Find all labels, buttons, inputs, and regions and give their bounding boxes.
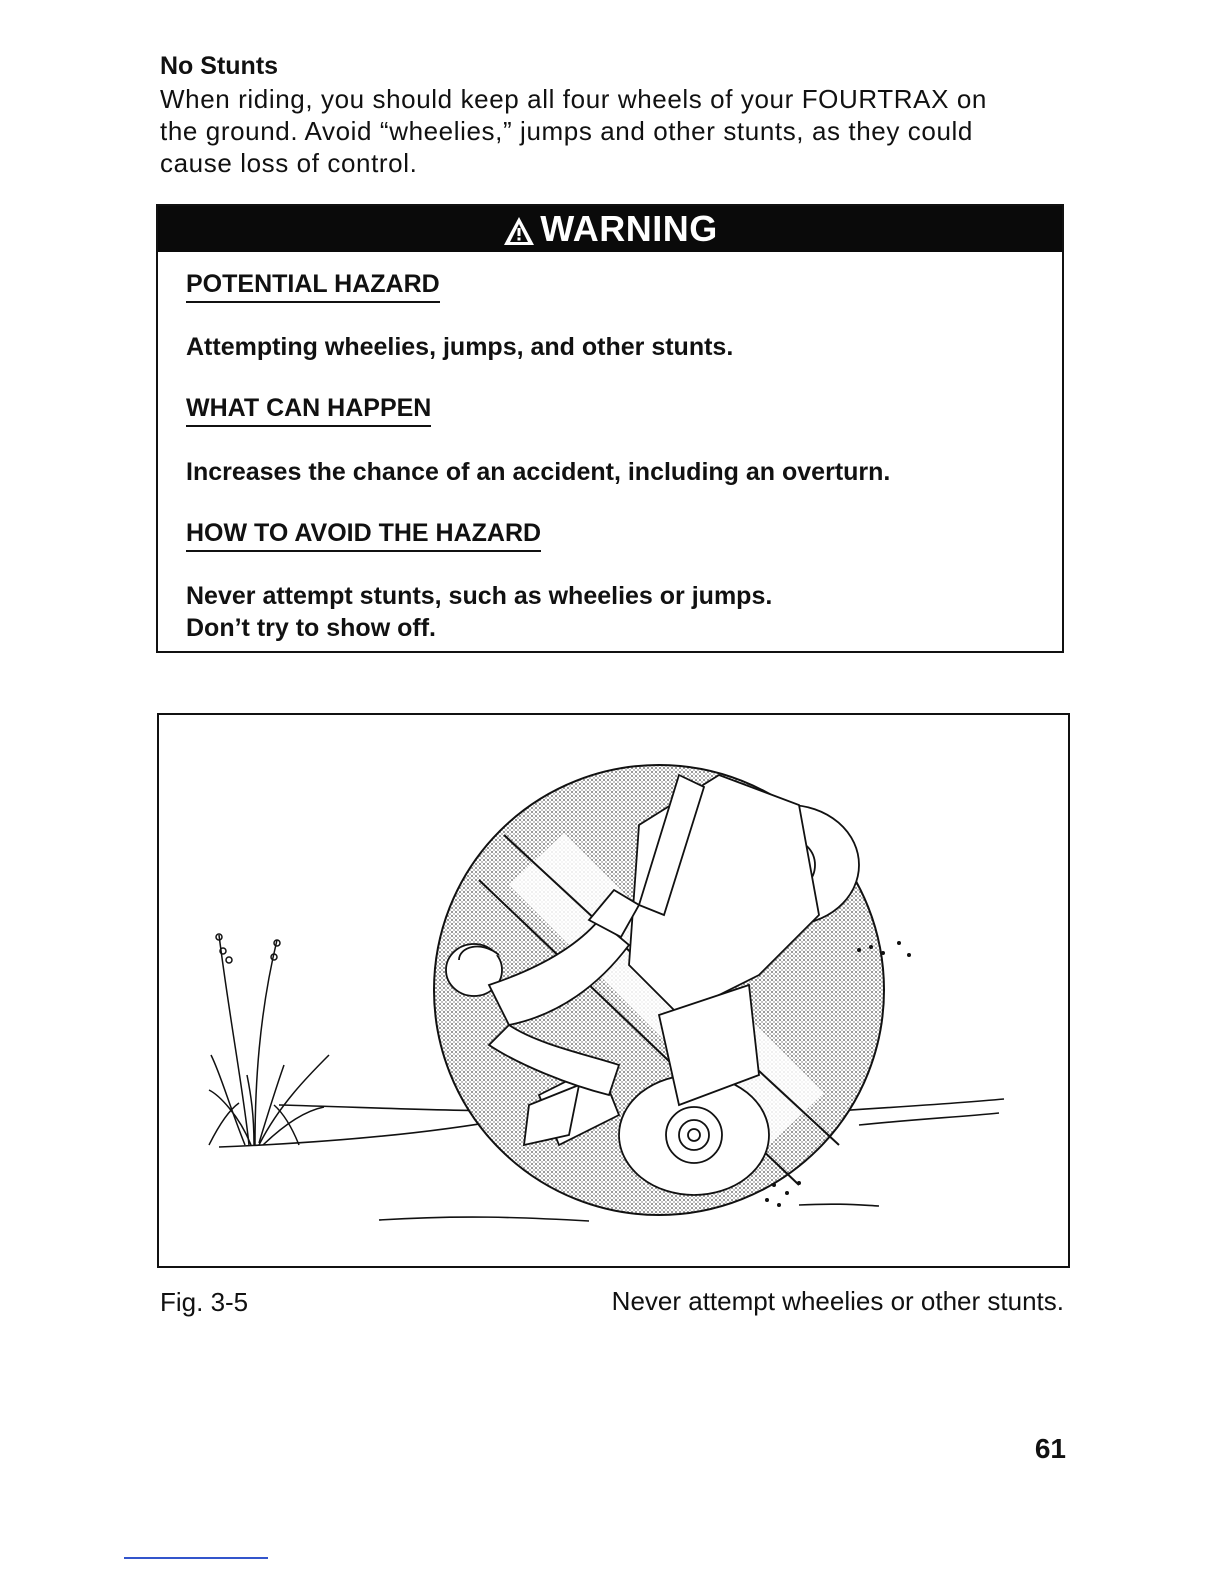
what-can-happen-text: Increases the chance of an accident, including an overturn. <box>186 458 891 486</box>
atv-wheelie-prohibited-illustration <box>159 715 1068 1266</box>
page-number: 61 <box>1034 1433 1066 1464</box>
potential-hazard-text: Attempting wheelies, jumps, and other stunts. <box>186 333 734 361</box>
warning-header <box>158 206 1062 252</box>
section-body-line: When riding, you should keep all four wheels of your FOURTRAX on <box>160 84 987 114</box>
section-heading: No Stunts <box>160 52 279 80</box>
warning-title: WARNING <box>540 208 718 249</box>
section-body <box>160 83 1070 179</box>
figure-box <box>157 713 1070 1268</box>
how-to-avoid-heading: HOW TO AVOID THE HAZARD <box>186 519 541 552</box>
plant-drawing <box>209 934 329 1145</box>
warning-triangle-icon <box>502 215 536 247</box>
potential-hazard-heading: POTENTIAL HAZARD <box>186 270 440 303</box>
section-body-line: cause loss of control. <box>160 148 418 178</box>
what-can-happen-heading: WHAT CAN HAPPEN <box>186 394 431 427</box>
footer-rule <box>124 1557 268 1559</box>
warning-box <box>156 204 1064 653</box>
section-body-line: the ground. Avoid “wheelies,” jumps and other stunts, as they could <box>160 116 973 146</box>
figure-caption: Never attempt wheelies or other stunts. <box>611 1286 1064 1316</box>
figure-label: Fig. 3-5 <box>160 1287 249 1317</box>
how-to-avoid-line: Don’t try to show off. <box>186 614 436 642</box>
how-to-avoid-line: Never attempt stunts, such as wheelies or jumps. <box>186 582 773 610</box>
